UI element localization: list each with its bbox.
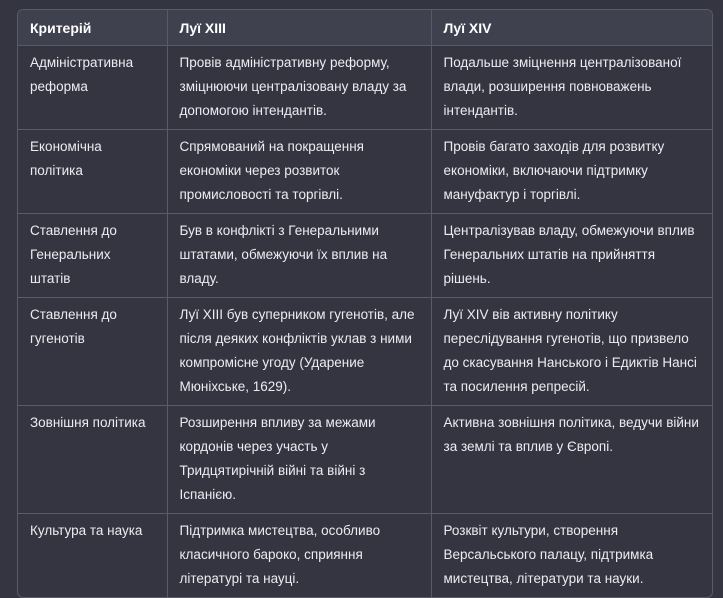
cell-criterion: Зовнішня політика	[18, 406, 167, 514]
table-row	[18, 514, 712, 598]
header-louis14: Луї XIV	[431, 10, 712, 46]
table-row	[18, 406, 712, 514]
cell-louis13: Був в конфлікті з Генеральними штатами, обмежуючи їх вплив на владу.	[167, 214, 431, 298]
header-louis13: Луї XIII	[167, 10, 431, 46]
cell-louis13: Підтримка мистецтва, особливо класичного бароко, сприяння літературі та науці.	[167, 514, 431, 598]
cell-louis13: Спрямований на покращення економіки через розвиток промисловості та торгівлі.	[167, 130, 431, 214]
table-row	[18, 46, 712, 130]
table-header-row	[18, 10, 712, 46]
table-row	[18, 298, 712, 406]
cell-louis14: Активна зовнішня політика, ведучи війни за землі та вплив у Європі.	[431, 406, 712, 514]
header-criterion: Критерій	[18, 10, 167, 46]
cell-louis14: Провів багато заходів для розвитку економіки, включаючи підтримку мануфактур і торгівлі.	[431, 130, 712, 214]
cell-louis14: Централізував владу, обмежуючи вплив Генеральних штатів на прийняття рішень.	[431, 214, 712, 298]
cell-criterion: Ставлення до Генеральних штатів	[18, 214, 167, 298]
cell-criterion: Адміністративна реформа	[30, 55, 134, 94]
cell-criterion: Ставлення до гугенотів	[18, 298, 167, 406]
cell-criterion: Культура та наука	[18, 514, 167, 598]
cell-louis13: Розширення впливу за межами кордонів через участь у Тридцятирічній війні та війні з Іспанією.	[167, 406, 431, 514]
cell-louis14: Розквіт культури, створення Версальського палацу, підтримка мистецтва, літератури та науки.	[431, 514, 712, 598]
comparison-table	[18, 10, 712, 597]
comparison-table-container	[17, 9, 713, 598]
table-row	[18, 214, 712, 298]
cell-louis13: Луї XIII був суперником гугенотів, але після деяких конфліктів уклав з ними компромісне угоду (Ударение Мюніхське, 1629).	[167, 298, 431, 406]
cell-louis13: Провів адміністративну реформу, зміцнюючи централізовану владу за допомогою інтендантів.	[167, 46, 431, 130]
cell-criterion: Економічна політика	[18, 130, 167, 214]
cell-louis14: Луї XIV вів активну політику переслідування гугенотів, що призвело до скасування Нанського і Едиктів Нансі та посилення репресій.	[431, 298, 712, 406]
cell-louis14: Подальше зміцнення централізованої влади, розширення повноважень інтендантів.	[431, 46, 712, 130]
table-row	[18, 130, 712, 214]
